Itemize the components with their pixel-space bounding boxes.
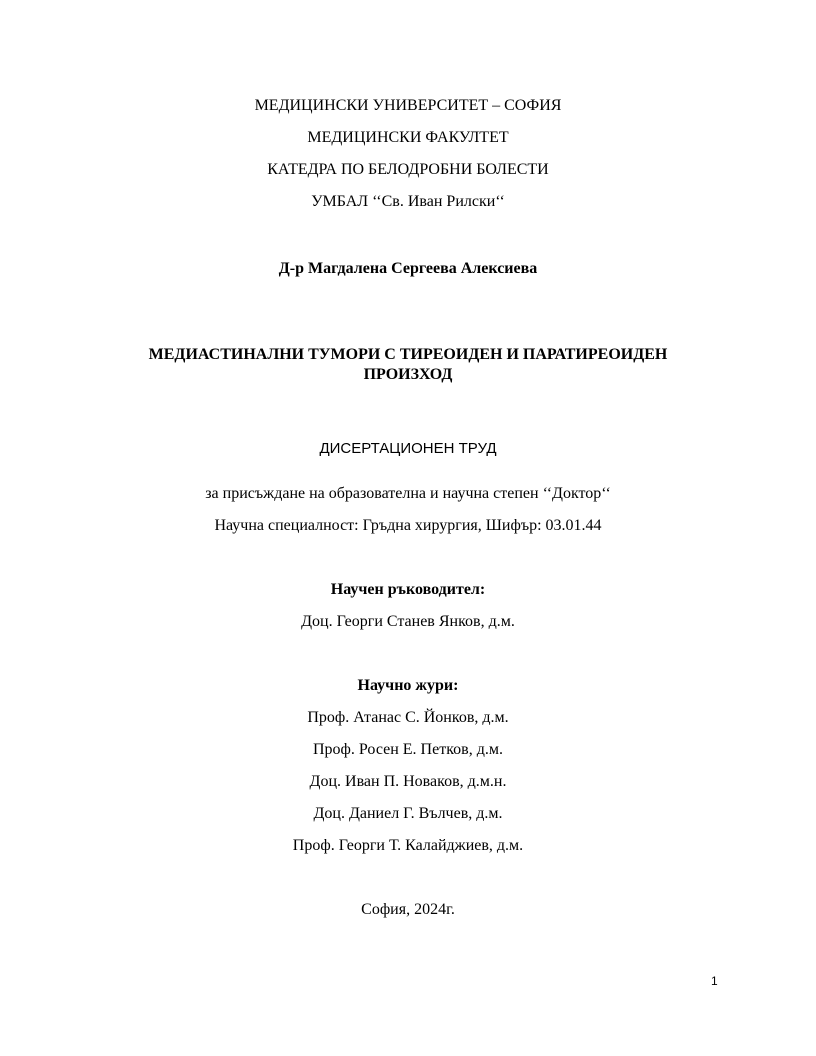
page-number: 1 xyxy=(711,974,718,988)
supervisor-heading: Научен ръководител: xyxy=(330,581,486,598)
document-type: ДИСЕРТАЦИОНЕН ТРУД xyxy=(319,440,497,457)
jury-member: Доц. Даниел Г. Вълчев, д.м. xyxy=(313,805,503,822)
place-date: София, 2024г. xyxy=(361,901,455,918)
supervisor-name: Доц. Георги Станев Янков, д.м. xyxy=(301,613,515,630)
thesis-title-line-2: ПРОИЗХОД xyxy=(363,366,453,383)
author-name: Д-р Магдалена Сергеева Алексиева xyxy=(278,260,538,277)
department-name: КАТЕДРА ПО БЕЛОДРОБНИ БОЛЕСТИ xyxy=(267,161,549,178)
specialty-line: Научна специалност: Гръдна хирургия, Шифър: 03.01.44 xyxy=(214,517,602,534)
jury-member: Проф. Георги Т. Калайджиев, д.м. xyxy=(292,837,524,854)
hospital-name: УМБАЛ ‘‘Св. Иван Рилски‘‘ xyxy=(311,193,505,210)
thesis-title-line-1: МЕДИАСТИНАЛНИ ТУМОРИ С ТИРЕОИДЕН И ПАРАТИРЕОИДЕН xyxy=(148,346,668,363)
faculty-name: МЕДИЦИНСКИ ФАКУЛТЕТ xyxy=(307,129,509,146)
degree-line: за присъждане на образователна и научна степен ‘‘Доктор‘‘ xyxy=(205,485,611,502)
jury-member: Доц. Иван П. Новаков, д.м.н. xyxy=(309,773,507,790)
university-name: МЕДИЦИНСКИ УНИВЕРСИТЕТ – СОФИЯ xyxy=(254,97,562,114)
jury-member: Проф. Атанас С. Йонков, д.м. xyxy=(307,709,509,726)
jury-heading: Научно жури: xyxy=(357,677,459,694)
jury-member: Проф. Росен Е. Петков, д.м. xyxy=(313,741,503,758)
